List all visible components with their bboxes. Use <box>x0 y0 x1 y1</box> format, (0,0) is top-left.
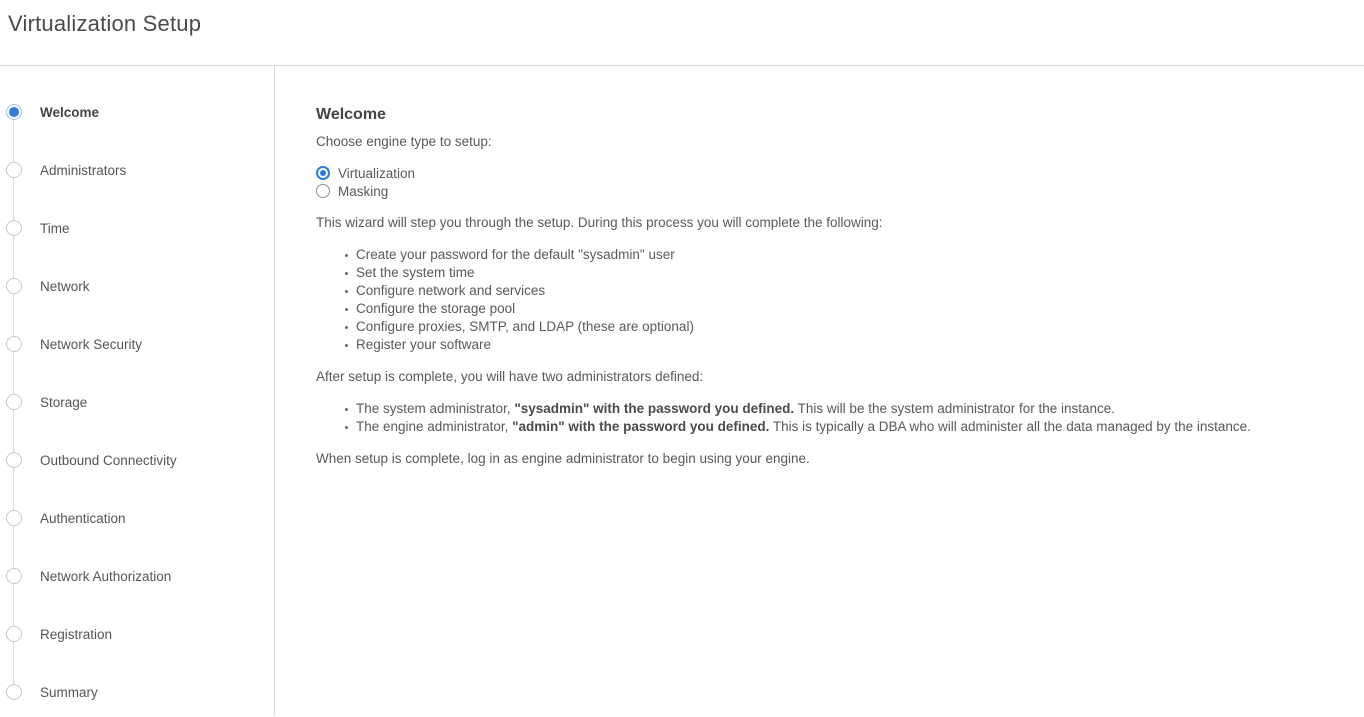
step-radio-icon <box>6 684 22 700</box>
sidebar-step-network-authorization[interactable] <box>0 547 274 605</box>
sidebar-step-authentication[interactable] <box>0 489 274 547</box>
sidebar-step-storage[interactable] <box>0 373 274 431</box>
step-radio-icon <box>6 394 22 410</box>
engine-option-virtualization[interactable] <box>316 164 1334 182</box>
setup-task-item: Configure network and services <box>316 282 1334 300</box>
page-title: Virtualization Setup <box>8 11 202 36</box>
setup-sidebar <box>0 66 275 716</box>
setup-tasks-list <box>316 246 1334 354</box>
setup-task-item: Configure the storage pool <box>316 300 1334 318</box>
choose-engine-label: Choose engine type to setup: <box>316 134 492 149</box>
step-radio-icon <box>6 220 22 236</box>
body-wrap <box>0 66 1364 716</box>
sidebar-step-network-security[interactable] <box>0 315 274 373</box>
engine-option-masking[interactable] <box>316 182 1334 200</box>
step-radio-icon <box>6 452 22 468</box>
step-label: Network Security <box>40 336 143 352</box>
engine-type-radio-group <box>316 164 1334 200</box>
step-radio-icon <box>6 626 22 642</box>
step-radio-icon <box>6 336 22 352</box>
sidebar-step-outbound-connectivity[interactable] <box>0 431 274 489</box>
sidebar-step-welcome[interactable] <box>0 83 274 141</box>
step-radio-icon <box>6 162 22 178</box>
content-heading: Welcome <box>316 106 386 123</box>
sidebar-step-network[interactable] <box>0 257 274 315</box>
setup-task-item: Set the system time <box>316 264 1334 282</box>
step-label: Storage <box>40 394 88 410</box>
closing-paragraph: When setup is complete, log in as engine administrator to begin using your engine. <box>316 451 810 466</box>
radio-unselected-icon <box>316 184 330 198</box>
sidebar-step-registration[interactable] <box>0 605 274 663</box>
setup-steps <box>0 66 274 717</box>
step-label: Outbound Connectivity <box>40 452 177 468</box>
sidebar-step-summary[interactable] <box>0 663 274 717</box>
step-label: Registration <box>40 626 113 642</box>
step-radio-icon <box>6 510 22 526</box>
step-label: Time <box>40 220 70 236</box>
wizard-intro-paragraph: This wizard will step you through the setup. During this process you will complete the following: <box>316 215 883 230</box>
setup-task-item: Configure proxies, SMTP, and LDAP (these are optional) <box>316 318 1334 336</box>
main-content <box>275 66 1364 716</box>
step-label: Summary <box>40 684 98 700</box>
sidebar-step-time[interactable] <box>0 199 274 257</box>
admins-intro-paragraph: After setup is complete, you will have two administrators defined: <box>316 369 704 384</box>
step-label: Authentication <box>40 510 126 526</box>
radio-selected-icon <box>316 166 330 180</box>
admin-list-item: The engine administrator, "admin" with the password you defined. This is typically a DBA who will administer all the data managed by the instance. <box>316 418 1334 436</box>
admins-list <box>316 400 1334 436</box>
step-label: Network <box>40 278 90 294</box>
radio-option-label: Virtualization <box>338 165 416 181</box>
step-label: Administrators <box>40 162 127 178</box>
step-label: Welcome <box>40 104 100 120</box>
step-radio-icon <box>6 104 22 120</box>
page-header <box>0 0 1364 66</box>
setup-task-item: Register your software <box>316 336 1334 354</box>
step-label: Network Authorization <box>40 568 172 584</box>
step-radio-icon <box>6 278 22 294</box>
setup-task-item: Create your password for the default "sysadmin" user <box>316 246 1334 264</box>
sidebar-step-administrators[interactable] <box>0 141 274 199</box>
admin-list-item: The system administrator, "sysadmin" with the password you defined. This will be the system administrator for the instance. <box>316 400 1334 418</box>
step-radio-icon <box>6 568 22 584</box>
radio-option-label: Masking <box>338 183 389 199</box>
